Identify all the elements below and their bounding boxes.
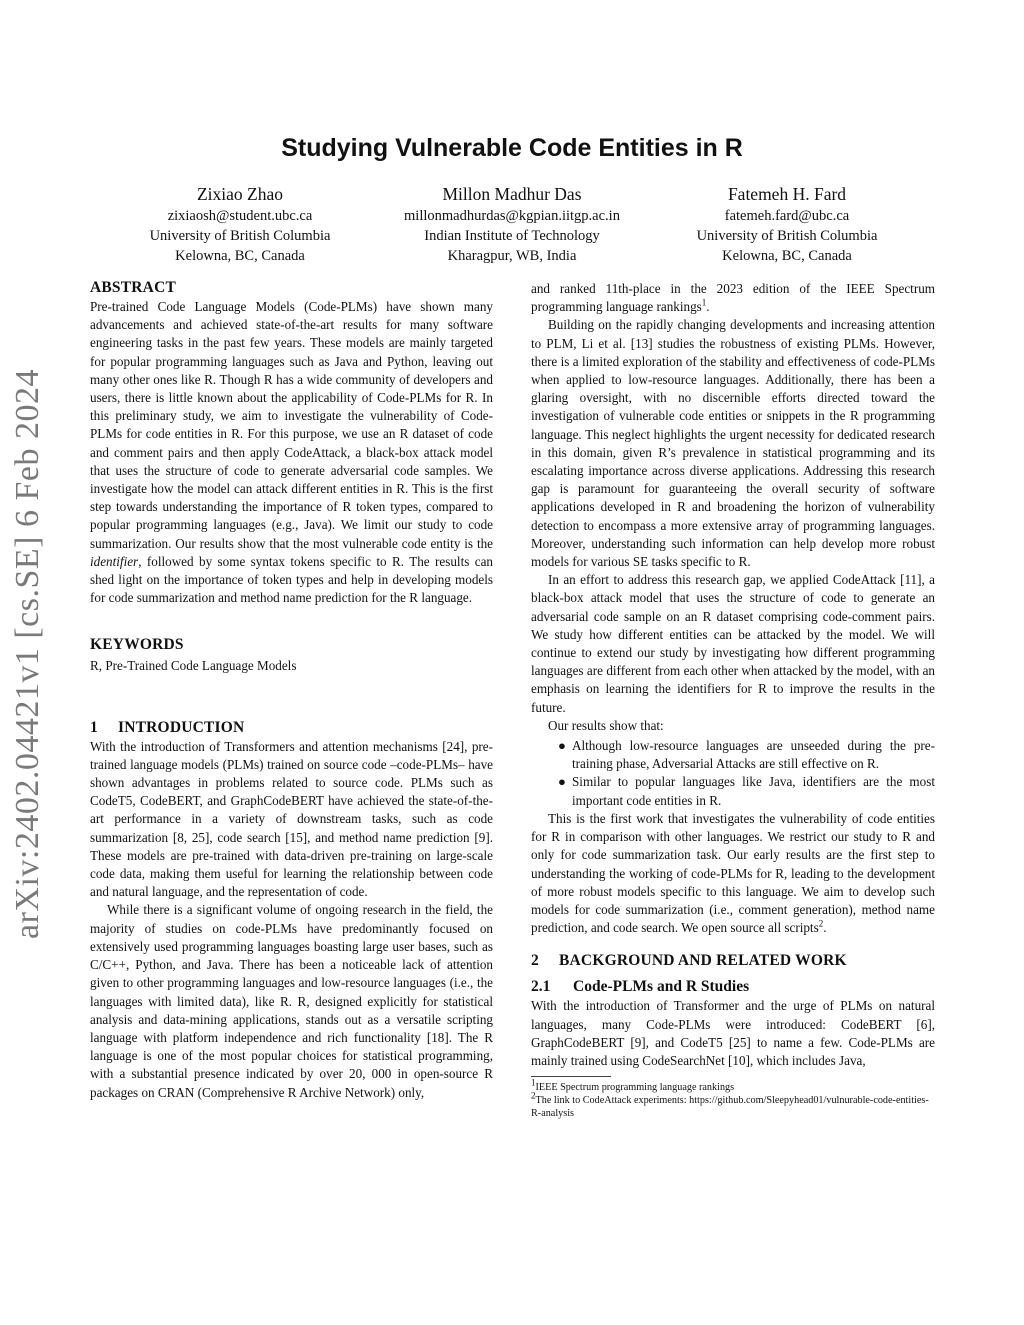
intro-paragraph-1: With the introduction of Transformers and attention mechanisms [24], pre-trained language models (PLMs) trained on source code –code-PLMs– have shown advantages in problems related to source code. PLMs such as CodeT5, CodeBERT, and GraphCodeBERT have achieved the state-of-the-art performance in a variety of downstream tasks, such as code summarization [8, 25], code search [15], and method name prediction [9]. These models are pre-trained with data-driven pre-training on large-scale code data, making them useful for learning the relationship between code and natural language, and the representation of code.: [90, 738, 493, 900]
intro-paragraph-3: [531, 280, 935, 316]
intro-paragraph-7: [531, 810, 935, 937]
author-affiliation: University of British Columbia: [149, 228, 331, 244]
paper-title: Studying Vulnerable Code Entities in R: [281, 134, 743, 162]
left-column: [90, 278, 493, 1102]
author-block-1: [90, 182, 390, 266]
intro-p3-end: .: [706, 299, 710, 315]
keywords-heading: KEYWORDS: [90, 636, 184, 654]
intro-p7-text: This is the first work that investigates the vulnerability of code entities for R in comparison with other languages. We restrict our study to R and only for code summarization task. Our early results are the first step to understanding the working of code-PLMs for R, leading to the development of more robust models specific to this language. We aim to develop such models for code summarization (i.e., comment generation), method name prediction, and code search. We open source all scripts: [531, 810, 935, 936]
author-affiliation: Indian Institute of Technology: [424, 228, 600, 244]
results-bullet-list: [531, 737, 935, 810]
footnote-2: [531, 1090, 935, 1120]
subsection-title: Code-PLMs and R Studies: [573, 978, 750, 996]
footnote-mark: 1: [531, 1077, 536, 1088]
background-heading: [531, 951, 935, 971]
footnote-divider: [531, 1076, 611, 1077]
bullet-icon: ●: [558, 774, 566, 790]
intro-paragraph-5: In an effort to address this research gap, we applied CodeAttack [11], a black-box attack model that uses the structure of code to generate an adversarial code sample on an R dataset comprising code-comment pairs. We study how different entities can be attacked by the model. We will continue to extend our study by investigating how different programming languages are different from each other when attacked by the model, with an emphasis on learning the identifiers for R to improve the results in the future.: [531, 572, 935, 715]
author-location: Kharagpur, WB, India: [447, 248, 577, 264]
author-affiliation: University of British Columbia: [696, 228, 878, 244]
author-name: Millon Madhur Das: [442, 184, 582, 204]
author-location: Kelowna, BC, Canada: [722, 248, 852, 264]
footnote-text: The link to CodeAttack experiments: https://github.com/Sleepyhead01/vulnurable-code-entities-R-analysis: [531, 1095, 929, 1120]
intro-heading: [90, 718, 493, 738]
footnote-ref-2: 2: [818, 918, 824, 929]
intro-paragraph-2: While there is a significant volume of ongoing research in the field, the majority of studies on code-PLMs have predominantly focused on extensively used programming languages boasting large user bases, such as C/C++, Python, and Java. There has been a noticeable lack of attention given to other programming languages and low-resource languages (i.e., the languages with limited data), like R. R, designed explicitly for statistical analysis and data-mining applications, stands out as a versatile scripting language with platform independence and rich functionality [18]. The R language is one of the most popular choices for statistical programming, with a substantial presence indicated by over 20, 000 in open-source R packages on CRAN (Comprehensive R Archive Network) only,: [90, 902, 493, 1100]
background-paragraph-1: With the introduction of Transformer and the urge of PLMs on natural languages, many Code-PLMs were introduced: CodeBERT [6], GraphCodeBERT [9], and CodeT5 [25] to name a few. Code-PLMs are mainly trained using CodeSearchNet [10], which includes Java,: [531, 998, 935, 1068]
bullet-icon: ●: [558, 738, 566, 754]
author-block-3: [637, 182, 937, 266]
section-number: 2: [531, 952, 539, 970]
list-item: [531, 737, 935, 773]
subsection-heading: [531, 977, 935, 997]
author-location: Kelowna, BC, Canada: [175, 248, 305, 264]
footnote-mark: 2: [531, 1090, 536, 1101]
arxiv-identifier-sidebar: arXiv:2402.04421v1 [cs.SE] 6 Feb 2024: [9, 369, 46, 940]
author-email: zixiaosh@student.ubc.ca: [167, 208, 313, 224]
author-email: fatemeh.fard@ubc.ca: [724, 208, 850, 224]
footnote-text: IEEE Spectrum programming language rankings: [535, 1082, 735, 1094]
subsection-number: 2.1: [531, 978, 551, 996]
abstract-emphasis: identifier: [90, 553, 139, 569]
right-column: [531, 280, 935, 1120]
intro-paragraph-4: Building on the rapidly changing developments and increasing attention to PLM, Li et al. [13] studies the robustness of existing PLMs. However, there is a limited exploration of the stability and effectiveness of code-PLMs when applied to low-resource languages. Additionally, there has been a glaring oversight, with no discernible efforts directed toward the investigation of vulnerable code entities or snippets in the R programming language. This neglect highlights the urgent necessity for dedicated research in this domain, given R’s prevalence in statistical programming and its escalating importance across diverse applications. Addressing this research gap is paramount for guaranteeing the overall security of software applications developed in R and broadening the horizon of vulnerability detection to encompass a more extensive array of programming languages. Moreover, understanding such information can help develop more robust models for various SE tasks specific to R.: [531, 317, 935, 570]
section-title: INTRODUCTION: [118, 718, 245, 736]
abstract-text-part-2: , followed by some syntax tokens specific to R. The results can shed light on the importance of token types and help in developing models for code summarization and method name prediction for the R language.: [90, 553, 493, 606]
bullet-text: Although low-resource languages are unseeded during the pre-training phase, Adversarial Attacks are still effective on R.: [572, 738, 935, 772]
keywords-text: R, Pre-Trained Code Language Models: [90, 658, 297, 674]
intro-p3-text: and ranked 11th-place in the 2023 edition of the IEEE Spectrum programming language rankings: [531, 281, 935, 315]
author-email: millonmadhurdas@kgpian.iitgp.ac.in: [404, 208, 620, 224]
abstract-heading: ABSTRACT: [90, 279, 177, 296]
intro-paragraph-6: Our results show that:: [548, 717, 664, 733]
section-title: BACKGROUND AND RELATED WORK: [559, 952, 847, 970]
footnote-1: [531, 1077, 935, 1094]
list-item: [531, 773, 935, 809]
author-block-2: [362, 182, 662, 266]
abstract-text: [90, 298, 493, 607]
author-name: Zixiao Zhao: [196, 184, 283, 204]
bullet-text: Similar to popular languages like Java, identifiers are the most important code entities in R.: [572, 774, 935, 808]
abstract-text-part-1: Pre-trained Code Language Models (Code-PLMs) have shown many advancements and achieved state-of-the-art results for many software engineering tasks in the past few years. These models are mainly targeted for popular programming languages such as Java and Python, leaving out many other ones like R. Though R has a wide community of developers and users, there is little known about the applicability of Code-PLMs for R. In this preliminary study, we aim to investigate the vulnerability of Code-PLMs for code entities in R. For this purpose, we use an R dataset of code and comment pairs and then apply CodeAttack, a black-box attack model that uses the structure of code to generate adversarial code samples. We investigate how the model can attack different entities in R. This is the first step towards understanding the importance of R token types, compared to popular programming languages (e.g., Java). We limit our study to code summarization. Our results show that the most vulnerable code entity is the: [90, 299, 493, 551]
section-number: 1: [90, 718, 98, 736]
footnote-ref-1: 1: [701, 297, 707, 308]
intro-p7-end: .: [823, 920, 827, 936]
author-name: Fatemeh H. Fard: [727, 184, 847, 204]
